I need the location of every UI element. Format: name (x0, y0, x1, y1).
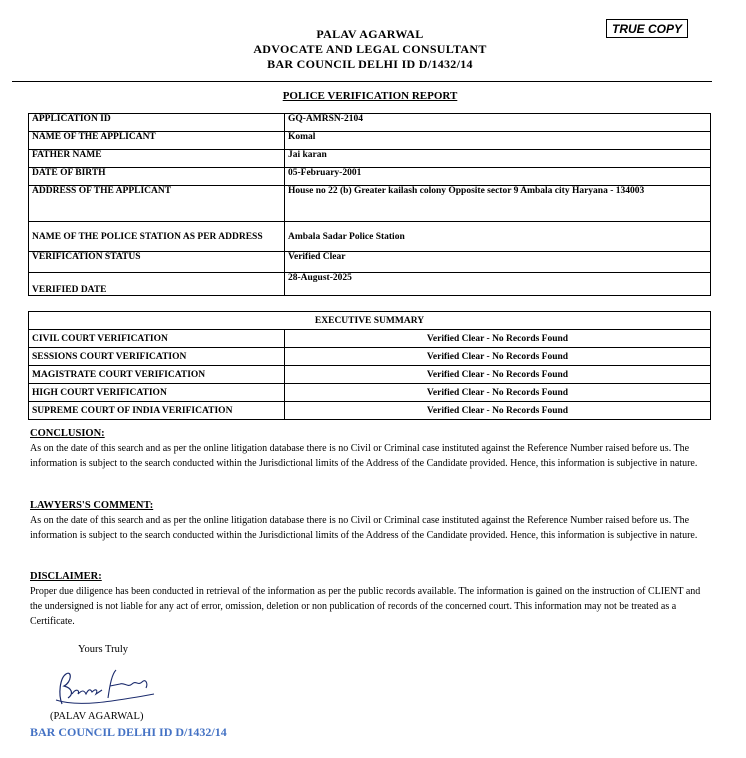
signature-image (50, 664, 160, 710)
disclaimer-section (30, 569, 712, 629)
summary-value: Verified Clear - No Records Found (285, 384, 711, 402)
detail-value: 28-August-2025 (285, 273, 711, 296)
detail-value: Ambala Sadar Police Station (285, 222, 711, 252)
table-row (29, 330, 711, 348)
detail-value: Jai karan (285, 150, 711, 168)
summary-label: MAGISTRATE COURT VERIFICATION (29, 366, 285, 384)
footer-council-id: BAR COUNCIL DELHI ID D/1432/14 (30, 725, 227, 739)
advocate-name: PALAV AGARWAL (316, 27, 424, 41)
detail-label: VERIFIED DATE (29, 273, 285, 296)
conclusion-text: As on the date of this search and as per the online litigation database there is no Civil or Criminal case instituted against the Reference Number raised before us. The information is subject to the search conducted within the Jurisdictional limits of the Address of the Candidate provided. Hence, this information is subjective in nature. (30, 443, 698, 469)
advocate-role: ADVOCATE AND LEGAL CONSULTANT (253, 42, 487, 56)
table-row (29, 186, 711, 222)
executive-summary-table (28, 311, 711, 420)
table-row (29, 348, 711, 366)
summary-label: SESSIONS COURT VERIFICATION (29, 348, 285, 366)
table-row (29, 402, 711, 420)
detail-label: FATHER NAME (29, 150, 285, 168)
table-row (29, 150, 711, 168)
table-row (29, 252, 711, 273)
council-id: BAR COUNCIL DELHI ID D/1432/14 (267, 57, 473, 71)
lawyers-comment-section (30, 498, 712, 543)
table-row (29, 366, 711, 384)
signatory-name: (PALAV AGARWAL) (50, 711, 144, 722)
summary-title: EXECUTIVE SUMMARY (29, 312, 711, 330)
conclusion-section (30, 426, 712, 471)
header-divider (12, 81, 712, 82)
lawyers-comment-text: As on the date of this search and as per the online litigation database there is no Civil or Criminal case instituted against the Reference Number raised before us. The information is subject to the search conducted within the Jurisdictional limits of the Address of the Candidate provided. Hence, this information is subjective in nature. (30, 515, 698, 541)
table-row (29, 168, 711, 186)
disclaimer-text: Proper due diligence has been conducted in retrieval of the information as per the public records available. The information is gained on the instruction of CLIENT and the undersigned is not liable for any act of error, omission, deletion or non publication of records of the concerned court. This information may not be treated as a Certificate. (30, 586, 701, 627)
report-title: POLICE VERIFICATION REPORT (282, 90, 458, 102)
detail-label: NAME OF THE APPLICANT (29, 132, 285, 150)
table-row (29, 384, 711, 402)
detail-label: NAME OF THE POLICE STATION AS PER ADDRESS (29, 222, 285, 252)
lawyers-comment-heading: LAWYERS'S COMMENT: (30, 500, 154, 511)
true-copy-stamp: TRUE COPY (606, 19, 688, 38)
summary-value: Verified Clear - No Records Found (285, 330, 711, 348)
detail-value: 05-February-2001 (285, 168, 711, 186)
summary-label: HIGH COURT VERIFICATION (29, 384, 285, 402)
conclusion-heading: CONCLUSION: (30, 428, 105, 439)
table-row (29, 222, 711, 252)
details-table (28, 113, 711, 296)
detail-label: VERIFICATION STATUS (29, 252, 285, 273)
detail-value: House no 22 (b) Greater kailash colony Opposite sector 9 Ambala city Haryana - 134003 (285, 186, 711, 222)
detail-label: ADDRESS OF THE APPLICANT (29, 186, 285, 222)
detail-label: DATE OF BIRTH (29, 168, 285, 186)
table-row (29, 132, 711, 150)
table-row (29, 273, 711, 296)
summary-label: SUPREME COURT OF INDIA VERIFICATION (29, 402, 285, 420)
closing-salutation: Yours Truly (78, 644, 129, 655)
detail-label: APPLICATION ID (29, 114, 285, 132)
detail-value: Komal (285, 132, 711, 150)
table-row (29, 114, 711, 132)
detail-value: Verified Clear (285, 252, 711, 273)
summary-value: Verified Clear - No Records Found (285, 348, 711, 366)
detail-value: GQ-AMRSN-2104 (285, 114, 711, 132)
summary-header-row (29, 312, 711, 330)
summary-value: Verified Clear - No Records Found (285, 366, 711, 384)
disclaimer-heading: DISCLAIMER: (30, 571, 102, 582)
summary-value: Verified Clear - No Records Found (285, 402, 711, 420)
summary-label: CIVIL COURT VERIFICATION (29, 330, 285, 348)
